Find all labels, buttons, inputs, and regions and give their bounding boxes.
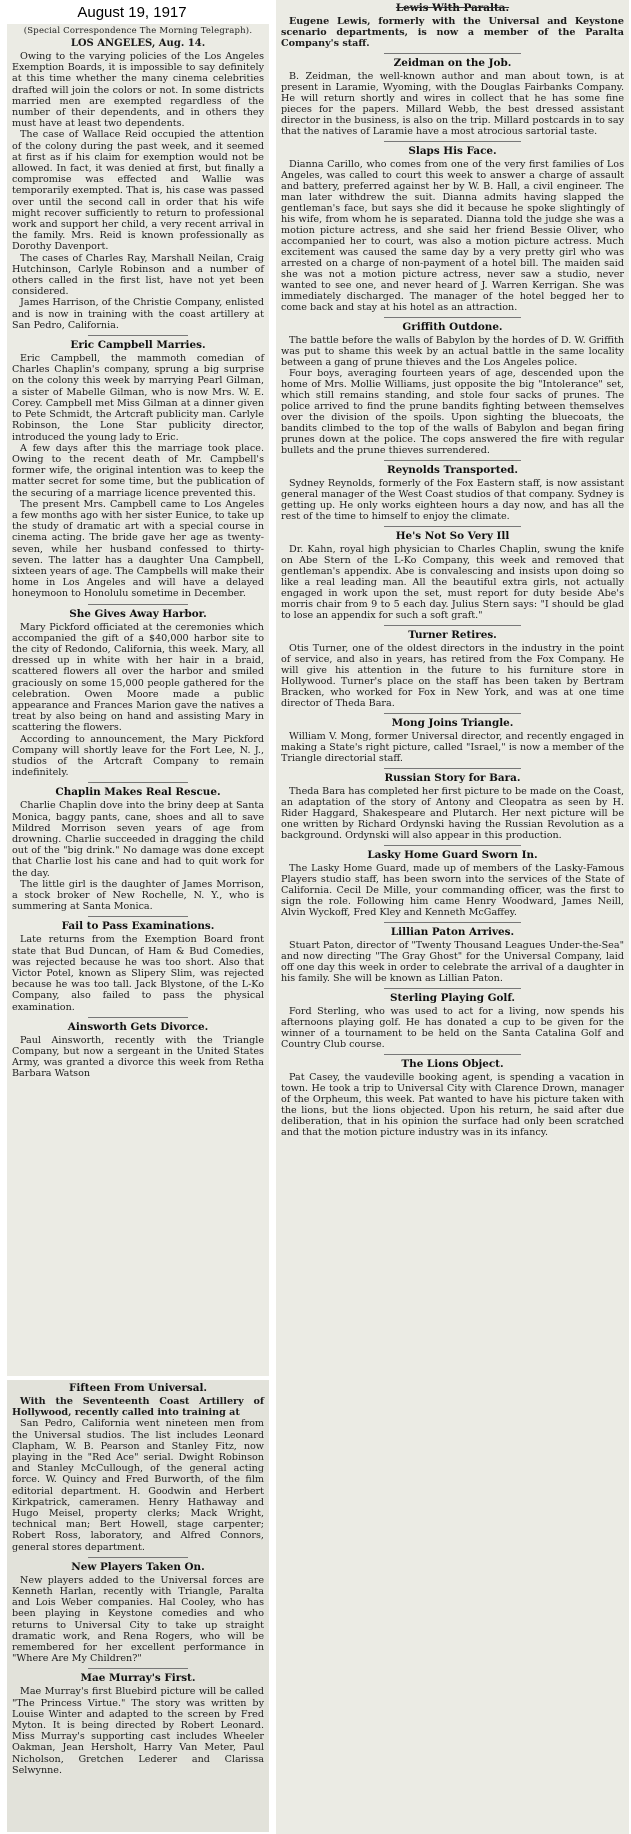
article-paragraph: New players added to the Universal forces are Kenneth Harlan, recently with Triangle, Paralta and Lois Weber companies. Hal Cooley, who has been playing in Keystone comedies and who returns to Universal City to take up straight dramatic work, and Rena Rogers, who will be remembered for her excellent performance in "Where Are My Children?" xyxy=(12,1574,264,1665)
section-headline: Ainsworth Gets Divorce. xyxy=(67,1020,209,1033)
article-paragraph: Otis Turner, one of the oldest directors in the industry in the point of service, and also in years, has retired from the Fox Company. He will give his attention in the future to his furniture store in Hollywood. Turner's place on the staff has been taken by Bertram Bracken, who worked for Fox in New York, and was at one time director of Theda Bara. xyxy=(281,643,624,709)
article-paragraph: A few days after this the marriage took place. Owing to the recent death of Mr. Campbell's former wife, the original intention was to keep the matter secret for some time, but the publication of the securing of a marriage licence prevented this. xyxy=(12,442,264,499)
section-divider xyxy=(384,141,521,142)
article-paragraph: The case of Wallace Reid occupied the attention of the colony during the past week, and it seemed at first as if his claim for exemption would not be allowed. In fact, it was denied at first, but finally a compromise was effected and Wallie was temporarily exempted. That is, his case was passed over until the second call in order that his wife might recover sufficiently to return to professional work and support her child, a very recent arrival in the family. Mrs. Reid is known professionally as Dorothy Davenport. xyxy=(12,129,264,253)
article-paragraph: San Pedro, California went nineteen men from the Universal studios. The list includes Leonard Clapham, W. B. Pearson and Stanley Fitz, now playing in the "Red Ace" serial. Dwight Robinson and Stanley McCullough, of the general acting force. W. Quincy and Fred Burworth, of the film editorial department. H. Goodwin and Herbert Kirkpatrick, cameramen. Henry Hathaway and Hugo Meisel, property clerks; Mack Wright, technical man; Bert Howell, stage carpenter; Robert Ross, laboratory, and Alfred Connors, general stores department. xyxy=(12,1418,264,1553)
section-headline: Mae Murray's First. xyxy=(80,1672,196,1685)
article-paragraph: Ford Sterling, who was used to act for a living, now spends his afternoons playing golf. He has donated a cup to be given for the winner of a tournament to be held on the Santa Catalina Golf and Country Club course. xyxy=(281,1006,624,1050)
article-paragraph: Dr. Kahn, royal high physician to Charles Chaplin, swung the knife on Abe Stern of the L-Ko Company, this week and removed that gentleman's appendix. Abe is convalescing and insists upon doing so like a real leading man. All the beautiful extra girls, not actually engaged in work upon the set, must report for duty beside Abe's morris chair from 9 to 5 each day. Julius Stern says: "I should be glad to lose an appendix for such a soft graft." xyxy=(281,544,624,621)
left-column-clipping xyxy=(7,24,269,1376)
article-paragraph: According to announcement, the Mary Pickford Company will shortly leave for the Fort Lee, N. J., studios of the Artcraft Company to remain indefinitely. xyxy=(12,733,264,779)
section-headline: Griffith Outdone. xyxy=(402,321,503,333)
article-paragraph: Pat Casey, the vaudeville booking agent, is spending a vacation in town. He took a trip to Universal City with Clarence Drown, manager of the Orpheum, this week. Pat wanted to have his picture taken with the lions, but the lions objected. Upon his return, he said after due deliberation, that in his opinion the surface had only been scratched and that the motion picture industry was in its infancy. xyxy=(281,1072,624,1138)
article-paragraph: Eric Campbell, the mammoth comedian of Charles Chaplin's company, sprung a big surprise on the colony this week by marrying Pearl Gilman, a sister of Mabelle Gilman, who is now Mrs. W. E. Corey. Campbell met Miss Gilman at a dinner given to Pete Schmidt, the Artcraft publicity man. Carlyle Robinson, the Lone Star publicity director, introduced the young lady to Eric. xyxy=(12,353,264,443)
section-divider xyxy=(88,1557,189,1558)
section-divider xyxy=(384,768,521,769)
article-paragraph: Owing to the varying policies of the Los Angeles Exemption Boards, it is impossible to say definitely at this time whether the many cinema celebrities drafted will join the colors or not. In some districts married men are exempted regardless of the number of their dependents, and in others they must have at least two dependents. xyxy=(12,51,264,130)
section-divider xyxy=(384,845,521,846)
article-paragraph: The cases of Charles Ray, Marshall Neilan, Craig Hutchinson, Carlyle Robinson and a number of others called in the first list, have not yet been considered. xyxy=(12,252,264,298)
article-paragraph: Theda Bara has completed her first picture to be made on the Coast, an adaptation of the story of Antony and Cleopatra as seen by H. Rider Haggard, Shakespeare and Plutarch. Her next picture will be one written by Richard Ordynski having the Russian Revolution as a background. Ordynski will also appear in this production. xyxy=(281,786,624,841)
article-paragraph: B. Zeidman, the well-known author and man about town, is at present in Laramie, Wyoming, with the Douglas Fairbanks Company. He will return shortly and wires in collect that he has some fine pieces for the papers. Millard Webb, the best dressed assistant director in the business, is also on the trip. Millard postcards in to say that the natives of Laramie have a most atrocious sartorial taste. xyxy=(281,71,624,137)
section-headline: Chaplin Makes Real Rescue. xyxy=(55,786,221,799)
section-divider xyxy=(88,604,189,605)
section-headline: She Gives Away Harbor. xyxy=(69,607,207,620)
section-headline: Zeidman on the Job. xyxy=(393,57,512,69)
section-headline: New Players Taken On. xyxy=(71,1560,205,1573)
section-headline: Reynolds Transported. xyxy=(387,464,518,476)
section-headline: Turner Retires. xyxy=(408,629,497,641)
article-paragraph: Stuart Paton, director of "Twenty Thousand Leagues Under-the-Sea" and now directing "The Gray Ghost" for the Universal Company, laid off one day this week in order to celebrate the arrival of a daughter in his family. She will be known as Lillian Paton. xyxy=(281,940,624,984)
article-paragraph: The little girl is the daughter of James Morrison, a stock broker of New Rochelle, N. Y., who is summering at Santa Monica. xyxy=(12,878,264,913)
left-column-second-clipping xyxy=(7,1380,269,1832)
section-divider xyxy=(88,1017,189,1018)
article-paragraph: Dianna Carillo, who comes from one of the very first families of Los Angeles, was called to court this week to answer a charge of assault and battery, preferred against her by W. B. Hall, a civil engineer. The man later withdrew the suit. Dianna admits having slapped the gentleman's face, but says she did it because he spoke slightingly of his wife, from whom he is separated. Dianna told the judge she was a motion picture actress, and she said her friend Bessie Oliver, who accompanied her to court, was also a motion picture actress. Much excitement was caused the same day by a very pretty girl who was arrested on a charge of non-payment of a hotel bill. The maiden said she was not a motion picture actress, never saw a studio, never wanted to see one, and never heard of J. Warren Kerrigan. She was immediately discharged. The manager of the hotel begged her to come back and stay at his hotel as an attraction. xyxy=(281,159,624,313)
section-headline: Lillian Paton Arrives. xyxy=(390,926,515,938)
right-column-clipping xyxy=(276,0,629,1834)
article-lead: With the Seventeenth Coast Artillery of Hollywood, recently called into training at xyxy=(12,1396,264,1419)
article-paragraph: William V. Mong, former Universal director, and recently engaged in making a State's right picture, called "Israel," is now a member of the Triangle directorial staff. xyxy=(281,731,624,764)
section-divider xyxy=(384,526,521,527)
section-divider xyxy=(384,625,521,626)
section-divider xyxy=(88,782,189,783)
section-divider xyxy=(384,460,521,461)
section-headline: The Lions Object. xyxy=(401,1058,504,1070)
article-paragraph: Paul Ainsworth, recently with the Triangle Company, but now a sergeant in the United States Army, was granted a divorce this week from Retha Barbara Watson xyxy=(12,1034,264,1080)
article-paragraph: The present Mrs. Campbell came to Los Angeles a few months ago with her sister Eunice, to take up the study of dramatic art with a special course in cinema acting. The bride gave her age as twenty-seven, while her husband confessed to thirty-seven. The latter has a daughter Una Campbell, sixteen years of age. The Campbells will make their home in Los Angeles and will have a delayed honeymoon to Honolulu sometime in December. xyxy=(12,498,264,600)
section-headline: He's Not So Very Ill xyxy=(395,530,510,542)
section-headline: Slaps His Face. xyxy=(408,145,497,157)
section-headline: Fail to Pass Examinations. xyxy=(61,920,215,933)
section-divider xyxy=(384,317,521,318)
article-paragraph: Charlie Chaplin dove into the briny deep at Santa Monica, baggy pants, cane, shoes and all to save Mildred Morrison seven years of age from drowning. Charlie succeeded in dragging the child out of the "big drink." No damage was done except that Charlie lost his cane and had to quit work for the day. xyxy=(12,800,264,879)
section-headline: Lasky Home Guard Sworn In. xyxy=(367,849,538,861)
section-divider xyxy=(384,988,521,989)
section-divider xyxy=(88,1668,189,1669)
intro-article xyxy=(12,51,264,331)
article-paragraph: James Harrison, of the Christie Company, enlisted and is now in training with the coast artillery at San Pedro, California. xyxy=(12,297,264,331)
article-paragraph: Mary Pickford officiated at the ceremonies which accompanied the gift of a $40,000 harbor site to the city of Redondo, California, this week. Mary, all dressed up in white with her hair in a braid, scattered flowers all over the harbor and smiled graciously on some 15,000 people gathered for the celebration. Owen Moore made a public appearance and Frances Marion gave the natives a treat by also being on hand and assisting Mary in scattering the flowers. xyxy=(12,621,264,734)
article-paragraph: Mae Murray's first Bluebird picture will be called "The Princess Virtue." The story was written by Louise Winter and adapted to the screen by Fred Myton. It is being directed by Robert Leonard. Miss Murray's supporting cast includes Wheeler Oakman, Jean Hersholt, Harry Van Meter, Paul Nicholson, Gretchen Lederer and Clarissa Selwynne. xyxy=(12,1686,264,1776)
section-divider xyxy=(384,922,521,923)
section-headline: Eric Campbell Marries. xyxy=(70,339,206,352)
section-divider xyxy=(384,713,521,714)
section-headline: Mong Joins Triangle. xyxy=(391,717,514,729)
section-divider xyxy=(384,53,521,54)
dateline: LOS ANGELES, Aug. 14. xyxy=(70,38,206,49)
section-divider xyxy=(88,916,189,917)
article-paragraph: Four boys, averaging fourteen years of age, descended upon the home of Mrs. Mollie Williams, just opposite the big "Intolerance" set, which still remains standing, and stole four sacks of prunes. The police arrived to find the prune bandits fighting between themselves over the division of the spoils. Upon sighting the bluecoats, the bandits climbed to the top of the walls of Babylon and began firing prunes down at the police. The cops answered the fire with regular bullets and the prune thieves surrendered. xyxy=(281,368,624,456)
article-paragraph: The battle before the walls of Babylon by the hordes of D. W. Griffith was put to shame this week by an actual battle in the same locality between a gang of prune thieves and the Los Angeles police. xyxy=(281,335,624,368)
section-headline: Lewis With Paralta. xyxy=(395,2,510,14)
section-headline: Fifteen From Universal. xyxy=(68,1382,208,1394)
section-divider xyxy=(384,1054,521,1055)
date-label: August 19, 1917 xyxy=(77,4,187,21)
section-headline: Sterling Playing Golf. xyxy=(389,992,516,1004)
special-correspondence-line: (Special Correspondence The Morning Telegraph). xyxy=(23,26,253,36)
article-paragraph: Eugene Lewis, formerly with the Universal and Keystone scenario departments, is now a member of the Paralta Company's staff. xyxy=(281,16,624,49)
article-paragraph: Late returns from the Exemption Board front state that Bud Duncan, of Ham & Bud Comedies, was rejected because he was too short. Also that Victor Potel, known as Slipery Slim, was rejected because he was too tall. Jack Blystone, of the L-Ko Company, also failed to pass the physical examination. xyxy=(12,934,264,1013)
section-divider xyxy=(88,335,189,336)
section-headline: Russian Story for Bara. xyxy=(384,772,521,784)
article-paragraph: Sydney Reynolds, formerly of the Fox Eastern staff, is now assistant general manager of the West Coast studios of that company. Sydney is getting up. He only works eighteen hours a day now, and has all the rest of the time to himself to enjoy the climate. xyxy=(281,478,624,522)
article-paragraph: The Lasky Home Guard, made up of members of the Lasky-Famous Players studio staff, has been sworn into the services of the State of California. Cecil De Mille, your commanding officer, was the first to sign the role. Following him came Henry Woodward, James Neill, Alvin Wyckoff, Fred Kley and Kenneth McGaffey. xyxy=(281,863,624,918)
